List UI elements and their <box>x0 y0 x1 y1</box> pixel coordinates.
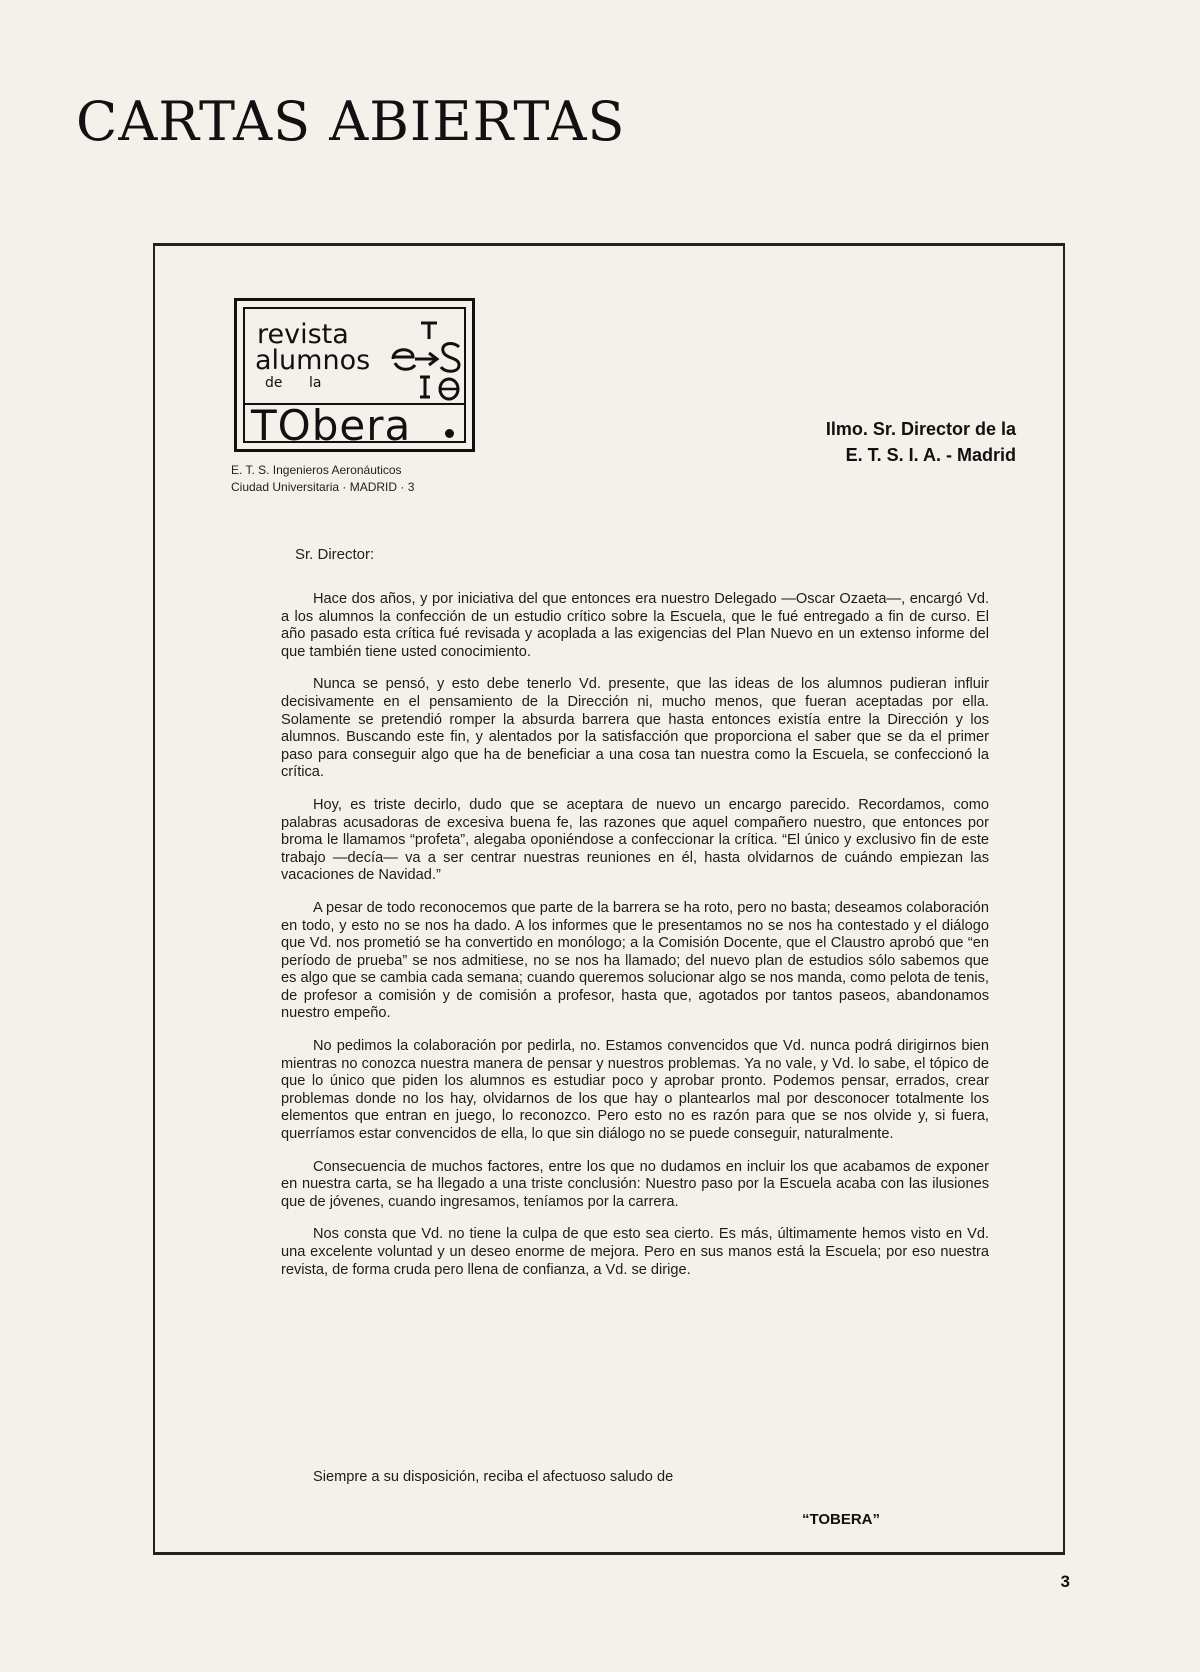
paragraph: No pedimos la colaboración por pedirla, no. Estamos convencidos que Vd. nunca podrá dirigirnos bien mientras no conozca nuestra manera de pensar y nuestros problemas. Ya no vale, y Vd. lo sabe, el tópico de que lo único que piden los alumnos es estudiar poco y aprobar pronto. Podemos pensar, errados, crear problemas donde no los hay, olvidarnos de los que hay o plantearlos mal por desconocer totalmente los elementos que entran en juego, lo reconozco. Pero esto no es razón para que se nos olvide y, si fuera, querríamos estar convencidos de ella, lo que sin diálogo no se puede conseguir, naturalmente. <box>281 1038 989 1143</box>
organization-address <box>231 462 414 496</box>
page-number: 3 <box>1060 1572 1070 1591</box>
paragraph: Nunca se pensó, y esto debe tenerlo Vd. presente, que las ideas de los alumnos pudieran influir decisivamente en el pensamiento de la Dirección ni, mucho menos, que fueran aceptadas por ella. Solamente se pretendió romper la absurda barrera que hasta entonces existía entre la Dirección y los alumnos. Buscando este fin, y alentados por la satisfacción que proporciona el saber que se da el primer paso para conseguir algo que ha de beneficiar a una cosa tan nuestra como la Escuela, se confeccionó la crítica. <box>281 676 989 781</box>
addressee-line-1: Ilmo. Sr. Director de la <box>825 419 1016 439</box>
tobera-logo <box>234 298 475 452</box>
closing-line: Siempre a su disposición, reciba el afectuoso saludo de <box>313 1469 674 1485</box>
page-title: CARTAS ABIERTAS <box>76 90 626 153</box>
addressee <box>826 416 1016 468</box>
logo-word-alumnos: alumnos <box>255 345 371 376</box>
logo-brand: TObera <box>251 401 412 450</box>
salutation: Sr. Director: <box>295 546 375 563</box>
paragraph: Hace dos años, y por iniciativa del que entonces era nuestro Delegado —Oscar Ozaeta—, encargó Vd. a los alumnos la confección de un estudio crítico sobre la Escuela, que le fué entregado a fin de curso. El año pasado esta crítica fué revisada y acoplada a las exigencias del Plan Nuevo en un extenso informe del que también tiene usted conocimiento. <box>281 591 989 660</box>
paragraph: Hoy, es triste decirlo, dudo que se aceptara de nuevo un encargo parecido. Recordamos, como palabras acusadoras de excesiva buena fe, las razones que aquel compañero nuestro, que entonces por broma le llamamos “profeta”, alegaba oponiéndose a confeccionar la crítica. “El único y exclusivo fin de este trabajo —decía— va a ser centrar nuestras reuniones en él, hasta olvidarnos de cuándo empiezan las vacaciones de Navidad.” <box>281 796 989 884</box>
signature: “TOBERA” <box>801 1511 880 1528</box>
letter-frame <box>153 243 1065 1555</box>
etsia-monogram-icon <box>373 319 463 401</box>
paragraph: Consecuencia de muchos factores, entre los que no dudamos en incluir los que acabamos de exponer en nuestra carta, se ha llegado a una triste conclusión: Nuestro paso por la Escuela acaba con las ilusiones que de jóvenes, cuando ingresamos, teníamos por la carrera. <box>281 1158 989 1210</box>
logo-dot <box>445 429 454 438</box>
paragraph: A pesar de todo reconocemos que parte de la barrera se ha roto, pero no basta; deseamos colaboración en todo, y esto no se nos ha dado. A los informes que le presentamos no se nos ha contestado y el diálogo que Vd. nos prometió se ha convertido en monólogo; a la Comisión Docente, que el Claustro aprobó que “en período de prueba” se nos admitiese, no se nos ha llamado; del nuevo plan de estudios sólo sabemos que es algo que se cambia cada semana; cuando queremos solucionar algo se nos manda, como pelota de tenis, de profesor a comisión y de comisión a profesor, hasta que, agotados por tantos paseos, abandonamos nuestro empeño. <box>281 899 989 1022</box>
organization-line-1: E. T. S. Ingenieros Aeronáuticos <box>231 463 402 477</box>
organization-line-2: Ciudad Universitaria · MADRID · 3 <box>231 480 415 494</box>
addressee-line-2: E. T. S. I. A. - Madrid <box>845 445 1016 465</box>
logo-word-la: la <box>309 375 322 391</box>
letter-body <box>281 591 989 1294</box>
paragraph: Nos consta que Vd. no tiene la culpa de que esto sea cierto. Es más, últimamente hemos visto en Vd. una excelente voluntad y un deseo enorme de mejora. Pero en sus manos está la Escuela; por eso nuestra revista, de forma cruda pero llena de confianza, a Vd. se dirige. <box>281 1226 989 1278</box>
logo-word-de: de <box>265 375 283 391</box>
logo-word-revista: revista <box>257 319 349 350</box>
